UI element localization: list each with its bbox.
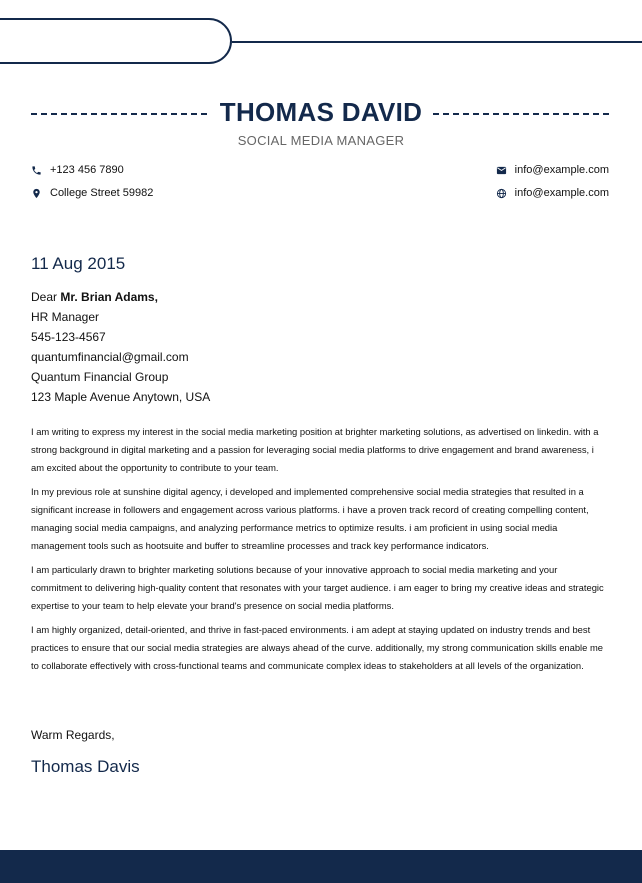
body-paragraph: In my previous role at sunshine digital agency, i developed and implemented comprehensive social media strategies that resulted in a significant increase in followers and engagement across various platforms. i have a proven track record of creating compelling content, managing social media campaigns, and analyzing performance metrics to optimize results. i am proficient in using social media management tools such as hootsuite and buffer to streamline processes and track key performance indicators. xyxy=(31,486,589,551)
envelope-icon xyxy=(496,165,507,176)
contact-address xyxy=(31,187,153,199)
recipient-phone: 545-123-4567 xyxy=(31,330,106,344)
contact-email-text[interactable]: info@example.com xyxy=(514,164,609,176)
salutation: Dear xyxy=(31,290,58,304)
letter-date: 11 Aug 2015 xyxy=(31,254,126,273)
contact-website xyxy=(496,187,609,199)
recipient-title: HR Manager xyxy=(31,310,100,324)
applicant-name: THOMAS DAVID xyxy=(219,97,423,127)
contact-phone xyxy=(31,164,124,176)
location-pin-icon xyxy=(31,188,42,199)
recipient-name: Mr. Brian Adams, xyxy=(60,290,158,304)
signature: Thomas Davis xyxy=(31,757,140,776)
contact-phone-text: +123 456 7890 xyxy=(50,164,124,176)
header-rule xyxy=(232,41,642,43)
recipient-email: quantumfinancial@gmail.com xyxy=(31,350,189,364)
globe-icon xyxy=(496,188,507,199)
contact-address-text: College Street 59982 xyxy=(50,187,154,199)
closing: Warm Regards, xyxy=(31,728,115,742)
recipient-greeting-line xyxy=(31,287,210,307)
letter-body xyxy=(31,423,609,681)
contact-email xyxy=(496,164,609,176)
phone-icon xyxy=(31,165,42,176)
applicant-role: SOCIAL MEDIA MANAGER xyxy=(237,133,405,148)
body-paragraph: I am writing to express my interest in the social media marketing position at brighter marketing solutions, as advertised on linkedin. with a strong background in digital marketing and a passion for leveraging social media platforms to drive engagement and brand awareness, i am excited about the opportunity to contribute to your team. xyxy=(31,426,599,473)
recipient-address: 123 Maple Avenue Anytown, USA xyxy=(31,390,211,404)
footer-bar xyxy=(0,850,642,883)
body-paragraph: I am highly organized, detail-oriented, and thrive in fast-paced environments. i am adept at staying updated on industry trends and best practices to ensure that our social media strategies are always ahead of the curve. additionally, my strong communication skills enable me to collaborate effectively with cross-functional teams and communicate complex ideas to stakeholders at all levels of the organization. xyxy=(31,624,603,671)
header-pill-decoration xyxy=(0,18,232,64)
recipient-company: Quantum Financial Group xyxy=(31,370,169,384)
body-paragraph: I am particularly drawn to brighter marketing solutions because of your innovative approach to social media marketing and your commitment to delivering high-quality content that resonates with your target audience. i am eager to bring my creative ideas and strategic expertise to your team to help elevate your brand's presence on social media platforms. xyxy=(31,564,604,611)
recipient-block xyxy=(31,287,210,407)
contact-website-text[interactable]: info@example.com xyxy=(514,187,609,199)
